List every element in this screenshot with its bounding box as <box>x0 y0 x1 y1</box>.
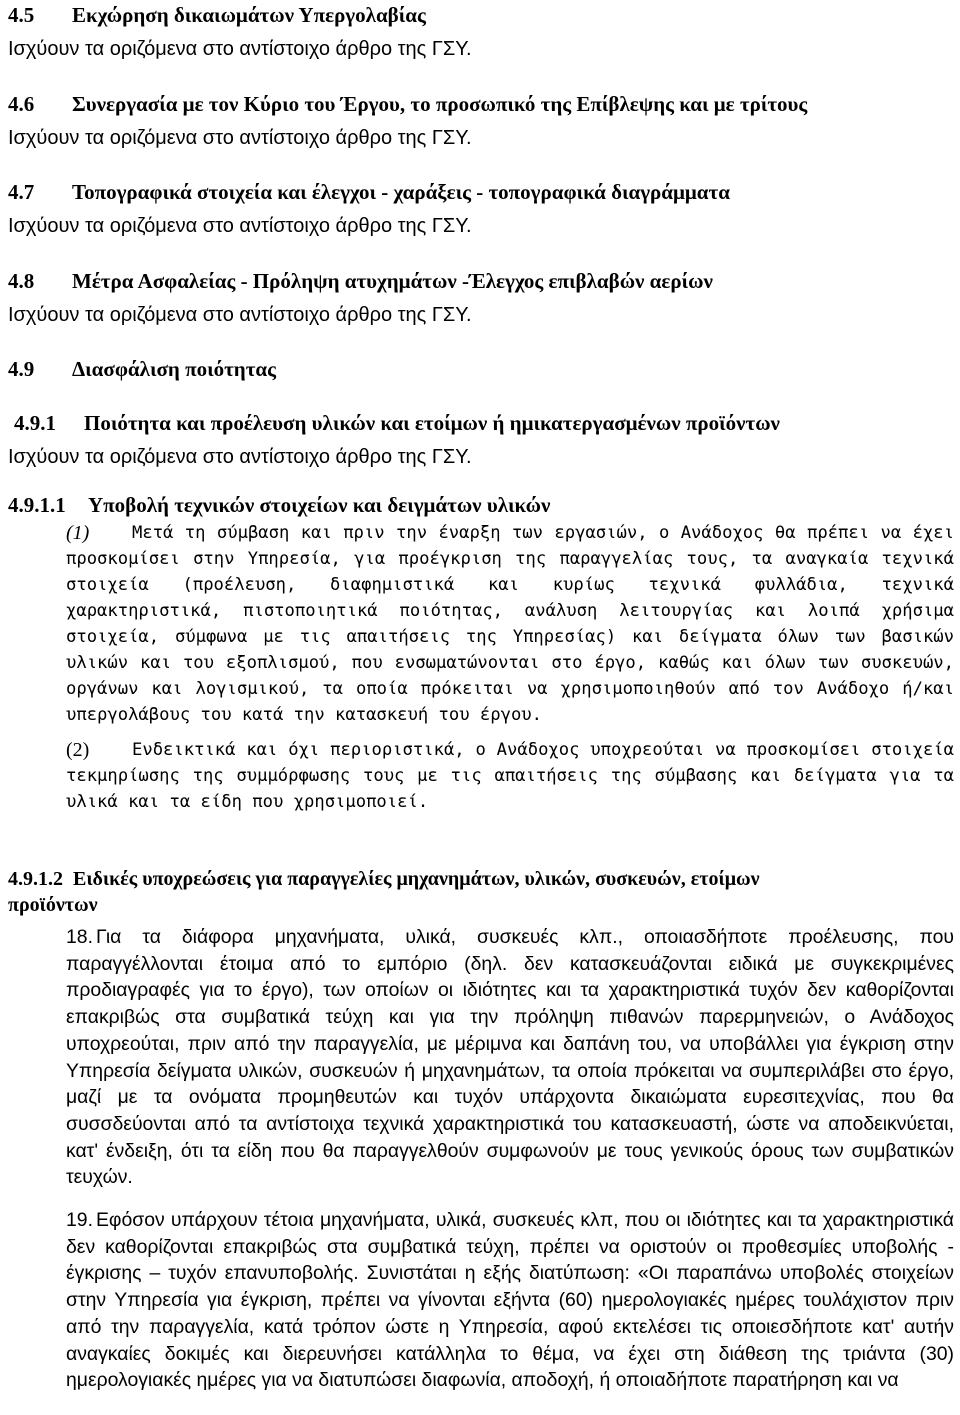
section-body: Ισχύουν τα οριζόμενα στο αντίστοιχο άρθρο της ΓΣΥ. <box>8 127 472 149</box>
section-body: Ισχύουν τα οριζόμενα στο αντίστοιχο άρθρο της ΓΣΥ. <box>8 304 472 326</box>
subsection-number: 4.9.1.2 <box>8 868 63 890</box>
section-number: 4.9.1 <box>14 411 56 435</box>
item-marker: 19. <box>66 1209 93 1231</box>
section-heading <box>14 410 780 436</box>
section-heading <box>8 268 713 294</box>
section-number: 4.5 <box>8 3 35 27</box>
section-title: Τοπογραφικά στοιχεία και έλεγχοι - χαράξεις - τοπογραφικά διαγράμματα <box>72 180 730 204</box>
section-number: 4.9 <box>8 357 35 381</box>
numbered-paragraph <box>66 737 954 815</box>
section-heading <box>8 91 807 117</box>
paragraph-text: Ενδεικτικά και όχι περιοριστικά, ο Ανάδοχος υποχρεούται να προσκομίσει στοιχεία τεκμηρίωσης της συμμόρφωσης τους με τις απαιτήσεις της σύμβασης και δείγματα για τα υλικά και τα είδη που χρησιμοποιεί. <box>66 740 954 812</box>
numbered-item <box>66 1207 954 1394</box>
section-heading <box>8 179 730 205</box>
section-number: 4.8 <box>8 269 35 293</box>
subsection-title-continued: προϊόντων <box>8 894 98 916</box>
item-text: Εφόσον υπάρχουν τέτοια μηχανήματα, υλικά, συσκευές κλπ, που οι ιδιότητες και τα χαρακτηριστικά δεν καθορίζονται επακριβώς στα συμβατικά τεύχη, πρέπει να οριστούν οι προθεσμίες υποβολής - έγκρισης – τυχόν επανυποβολής. Συνιστάται η εξής διατύπωση: «Οι παραπάνω υποβολές στοιχείων στην Υπηρεσία για έγκριση, πρέπει να γίνονται εξήντα (60) ημερολογιακές ημέρες τουλάχιστον πριν από την παραγγελία, κατά τρόπον ώστε η Υπηρεσία, αφού εκτελέσει τις οποιεσδήποτε κατ' αυτήν αναγκαίες δοκιμές και διερευνήσει κατάλληλα το θέμα, να έχει στη διάθεση της τριάντα (30) ημερολογιακές ημέρες για να διατυπώσει διαφωνία, αποδοχή, ή οποιαδήποτε παρατήρηση και να <box>66 1209 954 1392</box>
numbered-item <box>66 924 954 1191</box>
section-title: Συνεργασία με τον Κύριο του Έργου, το προσωπικό της Επίβλεψης και με τρίτους <box>72 92 808 116</box>
section-body: Ισχύουν τα οριζόμενα στο αντίστοιχο άρθρο της ΓΣΥ. <box>8 215 472 237</box>
section-heading <box>8 2 426 28</box>
section-title: Μέτρα Ασφαλείας - Πρόληψη ατυχημάτων -Έλεγχος επιβλαβών αερίων <box>72 269 713 293</box>
subsection-number: 4.9.1.1 <box>8 493 66 517</box>
numbered-paragraph <box>66 520 954 728</box>
subsection-heading <box>8 866 952 892</box>
item-marker: 18. <box>66 926 93 948</box>
section-title: Εκχώρηση δικαιωμάτων Υπεργολαβίας <box>72 3 426 27</box>
section-title: Διασφάλιση ποιότητας <box>72 357 276 381</box>
subsection-heading <box>8 492 550 518</box>
section-body: Ισχύουν τα οριζόμενα στο αντίστοιχο άρθρο της ΓΣΥ. <box>8 38 472 60</box>
section-title: Ποιότητα και προέλευση υλικών και ετοίμων ή ημικατεργασμένων προϊόντων <box>84 411 780 435</box>
section-body: Ισχύουν τα οριζόμενα στο αντίστοιχο άρθρο της ΓΣΥ. <box>8 446 472 468</box>
paragraph-text: Μετά τη σύμβαση και πριν την έναρξη των εργασιών, ο Ανάδοχος θα πρέπει να έχει προσκομίσει στην Υπηρεσία, για προέγκριση της παραγγελίας τους, τα αναγκαία τεχνικά στοιχεία (προέλευση, διαφημιστικά και κυρίως τεχνικά φυλλάδια, τεχνικά χαρακτηριστικά, πιστοποιητικά ποιότητας, ανάλυση λειτουργίας και λοιπά χρήσιμα στοιχεία, σύμφωνα με τις απαιτήσεις της Υπηρεσίας) και δείγματα όλων των βασικών υλικών και του εξοπλισμού, που ενσωματώνονται στο έργο, καθώς και όλων των συσκευών, οργάνων και λογισμικού, τα οποία πρόκειται να χρησιμοποιηθούν από τον Ανάδοχο ή/και υπεργολάβους του κατά την κατασκευή του έργου. <box>66 523 954 725</box>
section-number: 4.6 <box>8 92 35 116</box>
item-text: Για τα διάφορα μηχανήματα, υλικά, συσκευές κλπ., οποιασδήποτε προέλευσης, που παραγγέλλονται έτοιμα από το εμπόριο (δηλ. δεν κατασκευάζονται ειδικά με συγκεκριμένες προδιαγραφές για το έργο), των οποίων οι ιδιότητες και τα χαρακτηριστικά τυχόν δεν καθορίζονται επακριβώς στα συμβατικά τεύχη και για την πρόληψη πιθανών παρερμηνειών, ο Ανάδοχος υποχρεούται, πριν από την παραγγελία, με μέριμνα και δαπάνη του, να υποβάλλει για έγκριση στην Υπηρεσία δείγματα υλικών, συσκευών ή μηχανημάτων, τα οποία πρόκειται να συμπεριλάβει στο έργο, μαζί με τα ονόματα προμηθευτών και τυχόν υπάρχοντα δικαιώματα ευρεσιτεχνίας, που θα συσσδεύονται από τα αντίστοιχα τεχνικά χαρακτηριστικά του κατασκευαστή, ώστε να αποδεικνύεται, κατ' ένδειξη, ότι τα είδη που θα παραγγελθούν συμφωνούν με τους γενικούς όρους των συμβατικών τευχών. <box>66 926 954 1189</box>
section-heading <box>8 356 276 382</box>
subsection-title: Ειδικές υποχρεώσεις για παραγγελίες μηχανημάτων, υλικών, συσκευών, ετοίμων <box>73 868 760 890</box>
paragraph-marker: (1) <box>66 522 90 544</box>
paragraph-marker: (2) <box>66 739 90 761</box>
subsection-title: Υποβολή τεχνικών στοιχείων και δειγμάτων υλικών <box>88 493 551 517</box>
section-number: 4.7 <box>8 180 35 204</box>
